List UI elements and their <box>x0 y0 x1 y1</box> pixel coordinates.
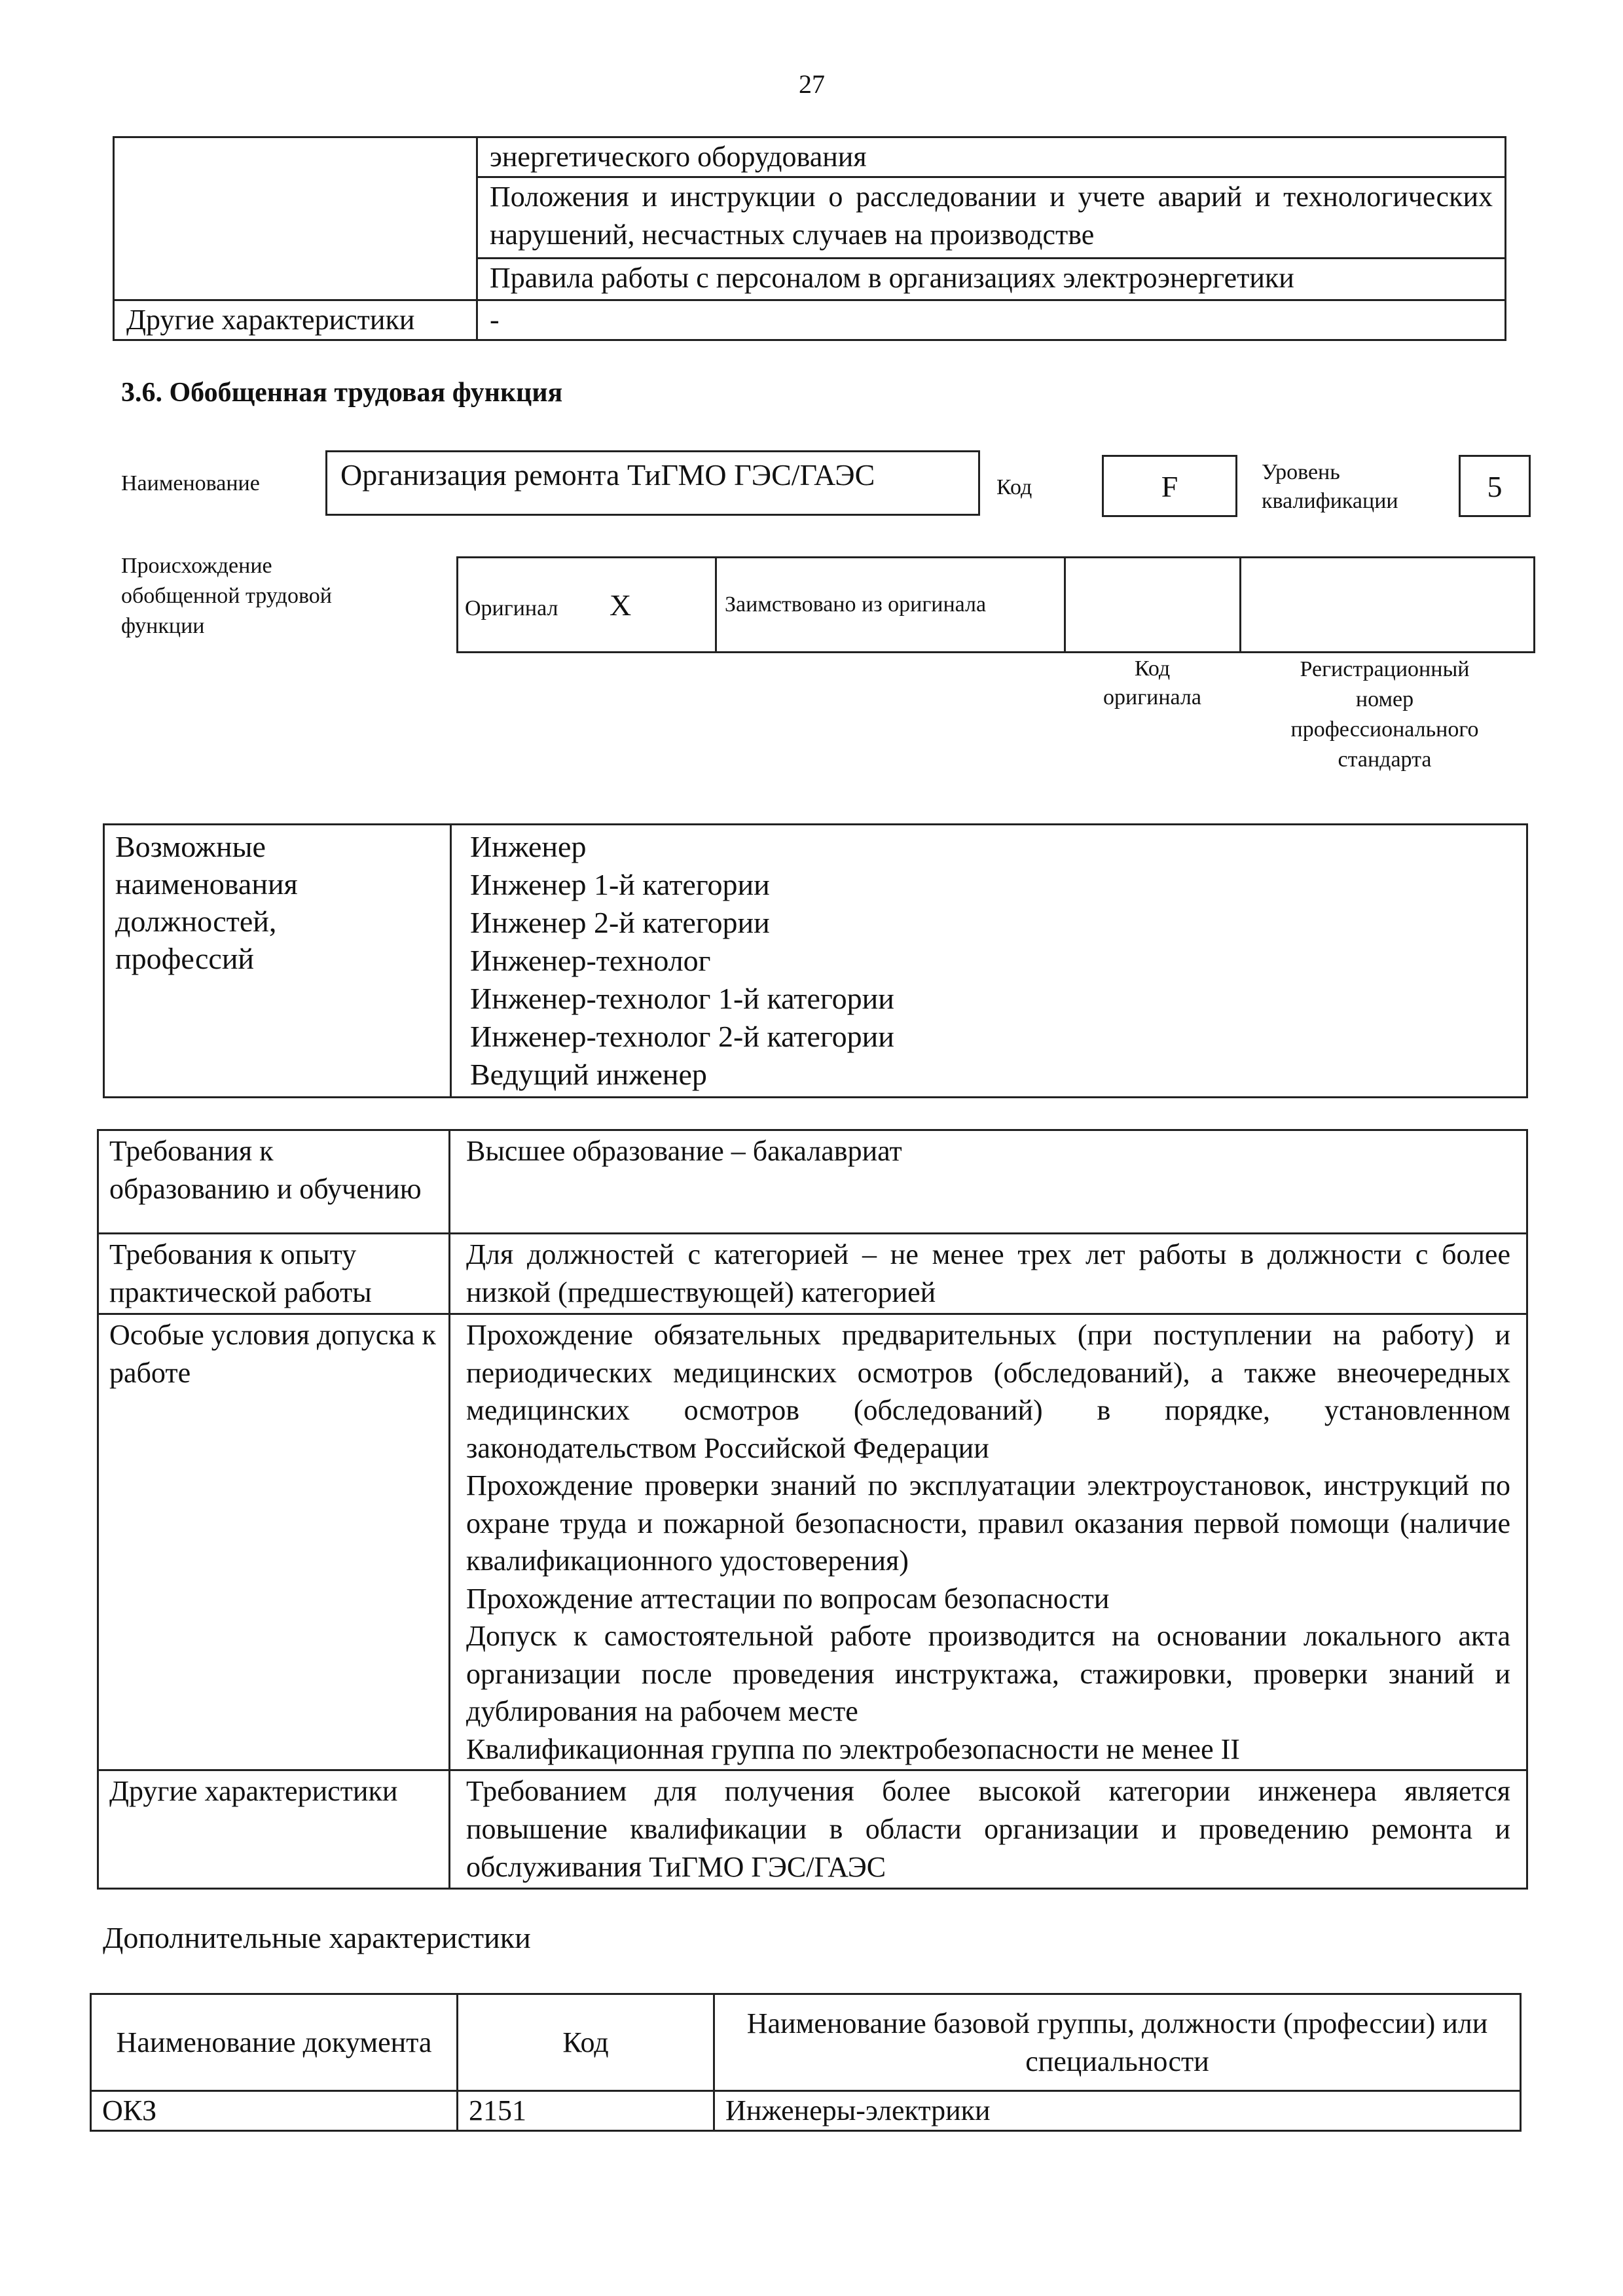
level-value: 5 <box>1487 470 1503 503</box>
origin-label-line: обобщенной трудовой <box>121 584 332 608</box>
name-label: Наименование <box>121 471 260 495</box>
positions-list <box>451 825 1527 1098</box>
additional-header: Наименование базовой группы, должности (профессии) или специальности <box>714 1994 1521 2091</box>
original-code-cell <box>1065 558 1241 653</box>
list-item: Допуск к самостоятельной работе производится на основании локального акта организации после проведения инструктажа, стажировки, проверки знаний и дублирования на рабочем месте <box>466 1620 1510 1727</box>
education-value: Высшее образование – бакалавриат <box>450 1130 1527 1234</box>
list-item: Инженер-технолог 1-й категории <box>470 982 894 1015</box>
table-row <box>91 2091 1521 2131</box>
registration-number-cell <box>1241 558 1535 653</box>
caption-line: Регистрационный <box>1300 657 1470 681</box>
additional-table <box>90 1993 1522 2132</box>
list-item: Ведущий инженер <box>470 1058 707 1091</box>
additional-header: Наименование документа <box>91 1994 458 2091</box>
list-item: Инженер <box>470 830 587 863</box>
top-table-row: Положения и инструкции о расследовании и учете аварий и технологических нарушений, несчастных случаев на производстве <box>477 177 1506 259</box>
original-label: Оригинал <box>465 596 558 620</box>
level-value-box <box>1459 455 1531 517</box>
conditions-list <box>450 1314 1527 1770</box>
original-mark: X <box>609 588 632 622</box>
name-value-box <box>325 450 980 516</box>
requirements-table <box>97 1129 1528 1890</box>
origin-table <box>456 556 1535 653</box>
list-item: Инженер 1-й категории <box>470 868 770 901</box>
table-cell: 2151 <box>458 2091 714 2131</box>
conditions-label: Особые условия допуска к работе <box>98 1314 450 1770</box>
positions-label <box>104 825 451 1098</box>
registration-number-caption <box>1234 655 1535 775</box>
borrowed-label: Заимствовано из оригинала <box>716 558 1065 653</box>
top-table-row: энергетического оборудования <box>477 137 1506 177</box>
other-characteristics-value: Требованием для получения более высокой категории инженера является повышение квалификации в области организации и проведению ремонта и обслуживания ТиГМО ГЭС/ГАЭС <box>450 1770 1527 1889</box>
list-item: Квалификационная группа по электробезопасности не менее II <box>466 1732 1240 1765</box>
other-characteristics-value: - <box>477 300 1506 340</box>
positions-table <box>103 823 1528 1098</box>
code-value: F <box>1161 470 1178 503</box>
experience-label: Требования к опыту практической работы <box>98 1234 450 1314</box>
experience-value: Для должностей с категорией – не менее трех лет работы в должности с более низкой (предшествующей) категорией <box>450 1234 1527 1314</box>
origin-label <box>121 551 448 641</box>
caption-line: номер <box>1355 687 1414 711</box>
caption-line: профессионального <box>1290 717 1479 742</box>
education-label: Требования к образованию и обучению <box>98 1130 450 1234</box>
list-item: Инженер-технолог 2-й категории <box>470 1020 894 1053</box>
additional-title: Дополнительные характеристики <box>103 1921 531 1954</box>
additional-header: Код <box>458 1994 714 2091</box>
origin-label-line: функции <box>121 614 205 638</box>
other-characteristics-label: Другие характеристики <box>114 300 477 340</box>
positions-label-line: наименования <box>115 867 298 901</box>
table-cell: Инженеры-электрики <box>714 2091 1521 2131</box>
section-heading: 3.6. Обобщенная трудовая функция <box>121 378 563 408</box>
code-label: Код <box>996 475 1032 499</box>
list-item: Прохождение обязательных предварительных (при поступлении на работу) и периодических медицинских осмотров (обследований), а также внеочередных медицинских осмотров (обследований) в порядке, установленном законодательством Российской Федерации <box>466 1319 1510 1464</box>
positions-label-line: профессий <box>115 942 255 975</box>
code-value-box <box>1102 455 1237 517</box>
level-label-line: Уровень <box>1262 460 1340 484</box>
caption-line: стандарта <box>1338 747 1432 772</box>
level-label <box>1262 458 1445 516</box>
top-table-empty-cell <box>114 137 477 300</box>
level-label-line: квалификации <box>1262 489 1398 513</box>
list-item: Инженер 2-й категории <box>470 906 770 939</box>
list-item: Прохождение аттестации по вопросам безопасности <box>466 1582 1110 1615</box>
top-table-row: Правила работы с персоналом в организациях электроэнергетики <box>477 259 1506 300</box>
caption-line: оригинала <box>1103 685 1201 709</box>
top-table <box>113 136 1506 341</box>
list-item: Прохождение проверки знаний по эксплуатации электроустановок, инструкций по охране труда и пожарной безопасности, правил оказания первой помощи (наличие квалификационного удостоверения) <box>466 1469 1510 1577</box>
origin-label-line: Происхождение <box>121 554 272 578</box>
original-cell <box>458 558 716 653</box>
code-original-caption <box>1064 655 1241 712</box>
name-value: Организация ремонта ТиГМО ГЭС/ГАЭС <box>340 458 875 492</box>
list-item: Инженер-технолог <box>470 944 711 977</box>
other-characteristics-label: Другие характеристики <box>98 1770 450 1889</box>
page-number: 27 <box>799 69 825 99</box>
positions-label-line: должностей, <box>115 905 277 938</box>
table-cell: ОКЗ <box>91 2091 458 2131</box>
caption-line: Код <box>1134 656 1171 681</box>
positions-label-line: Возможные <box>115 830 266 863</box>
